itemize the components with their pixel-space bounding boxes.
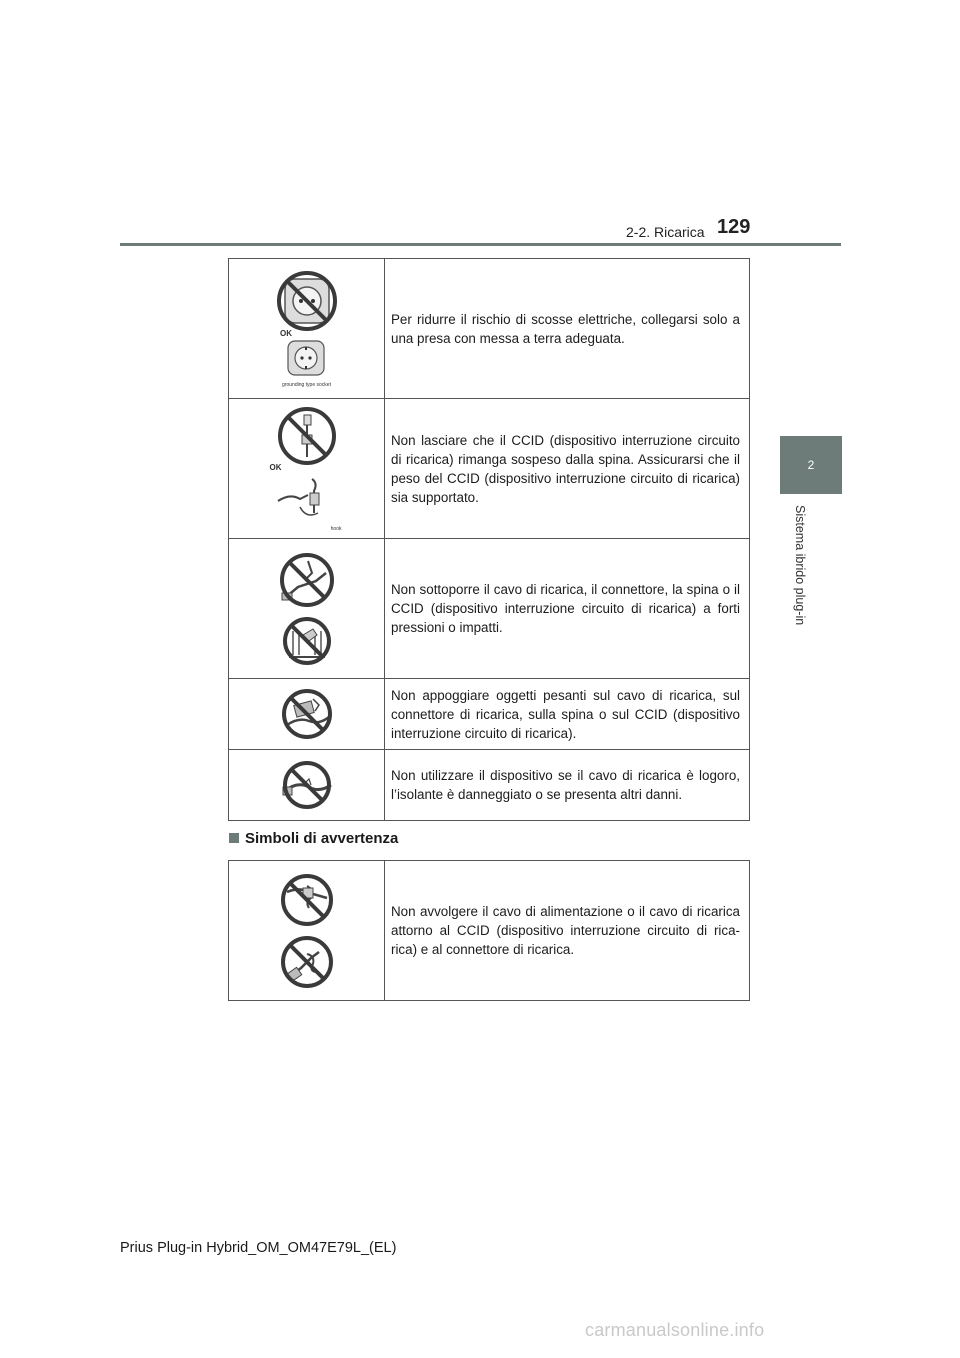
watermark: carmanualsonline.info [585,1320,765,1340]
warning-text: Non utilizzare il dispositivo se il cavo di ricarica è logoro, l’isolante è danneggiato o se presenta altri danni. [385,750,750,821]
table-row [229,399,750,539]
table-row [229,259,750,399]
icon-cell [229,750,385,821]
table-row [229,750,750,821]
icon-cell [229,861,385,1001]
no-damaged-cable-icon [279,759,335,811]
warning-text: Non appoggiare oggetti pesanti sul cavo di ricarica, sul connettore di ricarica, sulla spina o sul CCID (dispositivo interruzione circuito di ricarica). [385,679,750,750]
no-wrap-cable-icon [277,872,337,928]
no-hanging-ccid-icon [276,405,338,467]
chapter-tab: 2 [780,436,842,494]
table-row [229,861,750,1001]
hook-supported-ccid-icon [272,473,342,523]
section-heading [229,830,398,847]
warning-text: Non sottoporre il cavo di ricarica, il connettore, la spina o il CCID (dispositivo interruzione circuito di ricarica) a forti pressioni o impatti. [385,539,750,679]
no-wrap-connector-icon [277,934,337,990]
warning-text: Non lasciare che il CCID (dispositivo interruzione circuito di ricarica) rimanga sospeso dalla spina. Assicurarsi che il peso del CCID (dispositivo interruzione circuito di ricarica) sia supportato. [385,399,750,539]
icon-cell [229,539,385,679]
table-row [229,539,750,679]
warning-text: Non avvolgere il cavo di alimentazione o il cavo di ricarica attorno al CCID (dispositivo interruzione circuito di rica-rica) e al connettore di ricarica. [385,861,750,1001]
ok-label: OK [280,329,293,338]
no-socket-icon [275,269,339,333]
square-bullet-icon [229,833,239,843]
icon-cell [229,399,385,539]
icon-caption: hook [330,526,342,532]
footer-doc-id: Prius Plug-in Hybrid_OM_OM47E79L_(EL) [120,1240,397,1256]
page-number: 129 [717,216,751,238]
ok-label: OK [269,463,282,472]
section-heading-text: Simboli di avvertenza [245,830,399,847]
chapter-label: Sistema ibrido plug-in [793,505,807,626]
no-pressure-icon [279,615,335,667]
header-rule [120,243,841,246]
icon-cell [229,259,385,399]
section-title: 2-2. Ricarica [626,224,705,240]
icon-caption: grounding type socket [282,382,331,388]
warnings-table [228,258,750,821]
warning-text: Per ridurre il rischio di scosse elettriche, collegarsi solo a una presa con messa a terra adeguata. [385,259,750,399]
warning-symbols-table [228,860,750,1001]
grounding-socket-icon [284,339,328,379]
icon-cell [229,679,385,750]
table-row [229,679,750,750]
no-heavy-objects-icon [279,687,335,741]
no-impact-icon [276,551,338,609]
